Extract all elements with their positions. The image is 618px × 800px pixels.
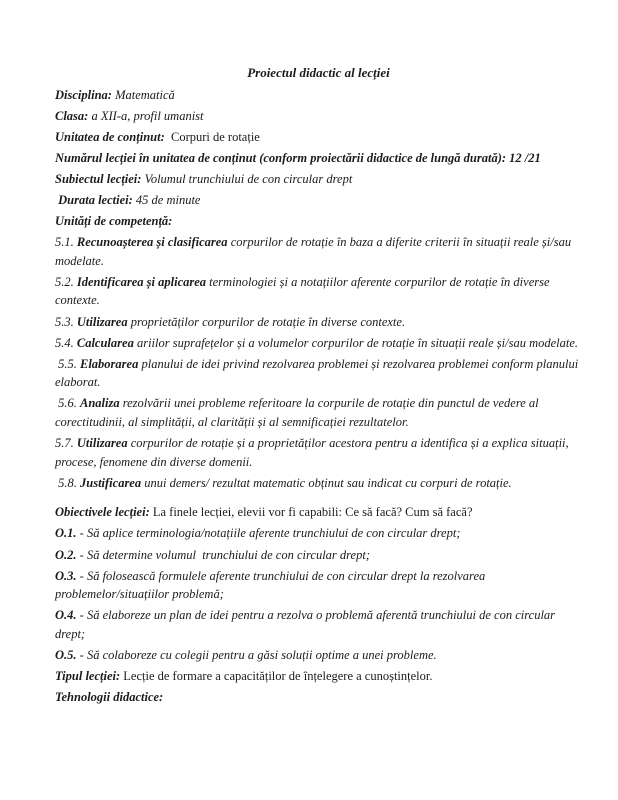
text-segment: Durata lectiei: [55,192,133,207]
text-segment: Analiza [80,396,123,411]
page-title: Proiectul didactic al lecției [247,65,390,80]
text-segment: - Să determine volumul trunchiului de con circular drept; [76,547,370,562]
paragraph [55,667,582,686]
text-segment: 5.8. [55,475,80,490]
section-competencies [55,233,582,492]
paragraph [55,688,582,707]
text-segment: Justificarea [80,475,145,490]
text-segment: Numărul lecției în unitatea de conținut (conform proiectării didactice de lungă durată): 12 /21 [55,150,541,165]
document-body [55,86,582,707]
text-segment: O.5. [55,648,77,663]
text-segment: Subiectul lecției: [55,171,142,186]
text-segment: 5.7. [55,436,77,451]
paragraph [55,394,582,431]
text-segment: O.1. [55,526,77,541]
text-segment: Corpuri de rotație [164,129,260,144]
paragraph [55,434,582,471]
text-segment: 5.1. [55,235,77,250]
text-segment: ariilor suprafețelor și a volumelor corpurilor de rotație în situații reale și/sau modelate. [136,335,579,350]
paragraph [55,503,582,522]
text-segment: Volumul trunchiului de con circular drept [141,171,353,186]
paragraph [55,313,582,332]
text-segment: Identificarea și aplicarea [76,274,210,289]
text-segment: 5.5. [55,356,80,371]
text-segment: Unități de competență: [55,214,173,229]
text-segment: Clasa: [55,108,89,123]
text-segment: - Să colaboreze cu colegii pentru a găsi soluții optime a unei probleme. [76,648,437,663]
paragraph [55,191,582,210]
paragraph [55,170,582,189]
paragraph [55,212,582,231]
text-segment: proprietăților corpurilor de rotație în diverse contexte. [130,314,406,329]
text-segment: O.3. [55,568,77,583]
text-segment: Unitatea de conținut: [55,129,165,144]
text-segment: planului de idei privind rezolvarea problemei și rezolvarea problemei conform planului elaborat. [55,356,582,390]
text-segment: - Să folosească formulele aferente trunchiului de con circular drept la rezolvarea problemelor/situațiilor problemă; [55,568,489,602]
text-segment: La finele lecției, elevii vor fi capabili: Ce să facă? Cum să facă? [149,505,473,520]
text-segment: 5.4. [55,335,77,350]
text-segment: Disciplina: [55,87,112,102]
text-segment: Obiectivele lecției: [55,505,150,520]
text-segment: Tehnologii didactice: [55,690,164,705]
text-segment: 5.2. [55,274,77,289]
paragraph [55,128,582,147]
text-segment: Calcularea [76,335,137,350]
text-segment: rezolvării unei probleme referitoare la corpurile de rotație din punctul de vedere al corectitudinii, al simplității, al clarității și al semnificației rezultatelor. [55,396,542,429]
text-segment: - Să aplice terminologia/notațiile aferente trunchiului de con circular drept; [76,526,461,541]
paragraph [55,107,582,126]
text-segment: 45 de minute [132,192,201,207]
text-segment: Recunoașterea și clasificarea [76,235,231,250]
paragraph [55,273,582,310]
paragraph [55,646,582,665]
section-objectives [55,503,582,664]
paragraph [55,524,582,543]
text-segment: 5.3. [55,314,77,329]
paragraph [55,474,582,493]
text-segment: Matematică [111,87,175,102]
text-segment: Lecție de formare a capacităților de înțelegere a cunoștințelor. [120,669,433,684]
paragraph [55,233,582,270]
text-segment: Utilizarea [76,436,131,451]
text-segment: - Să elaboreze un plan de idei pentru a rezolva o problemă aferentă trunchiului de con circular drept; [55,608,559,641]
text-segment: O.4. [55,608,77,623]
paragraph [55,355,582,392]
text-segment: unui demers/ rezultat matematic obținut sau indicat cu corpuri de rotație. [144,475,512,490]
text-segment: Utilizarea [76,314,131,329]
text-segment: corpurilor de rotație și a proprietăților acestora pentru a identifica și a explica situații, procese, fenomene din diverse domenii. [55,436,572,469]
section-meta [55,86,582,231]
text-segment: Elaborarea [80,356,142,371]
paragraph [55,334,582,353]
text-segment: 5.6. [55,396,80,411]
paragraph [55,149,582,168]
text-segment: Tipul lecției: [55,669,121,684]
text-segment: O.2. [55,547,77,562]
paragraph [55,86,582,105]
paragraph [55,606,582,643]
text-segment: a XII-a, profil umanist [88,108,204,123]
paragraph [55,546,582,565]
section-closing [55,667,582,707]
paragraph [55,567,582,604]
text-segment: terminologiei și a notațiilor aferente corpurilor de rotație în diverse contexte. [55,274,553,308]
text-segment: corpurilor de rotație în baza a diferite criterii în situații reale și/sau modelate. [55,235,575,268]
